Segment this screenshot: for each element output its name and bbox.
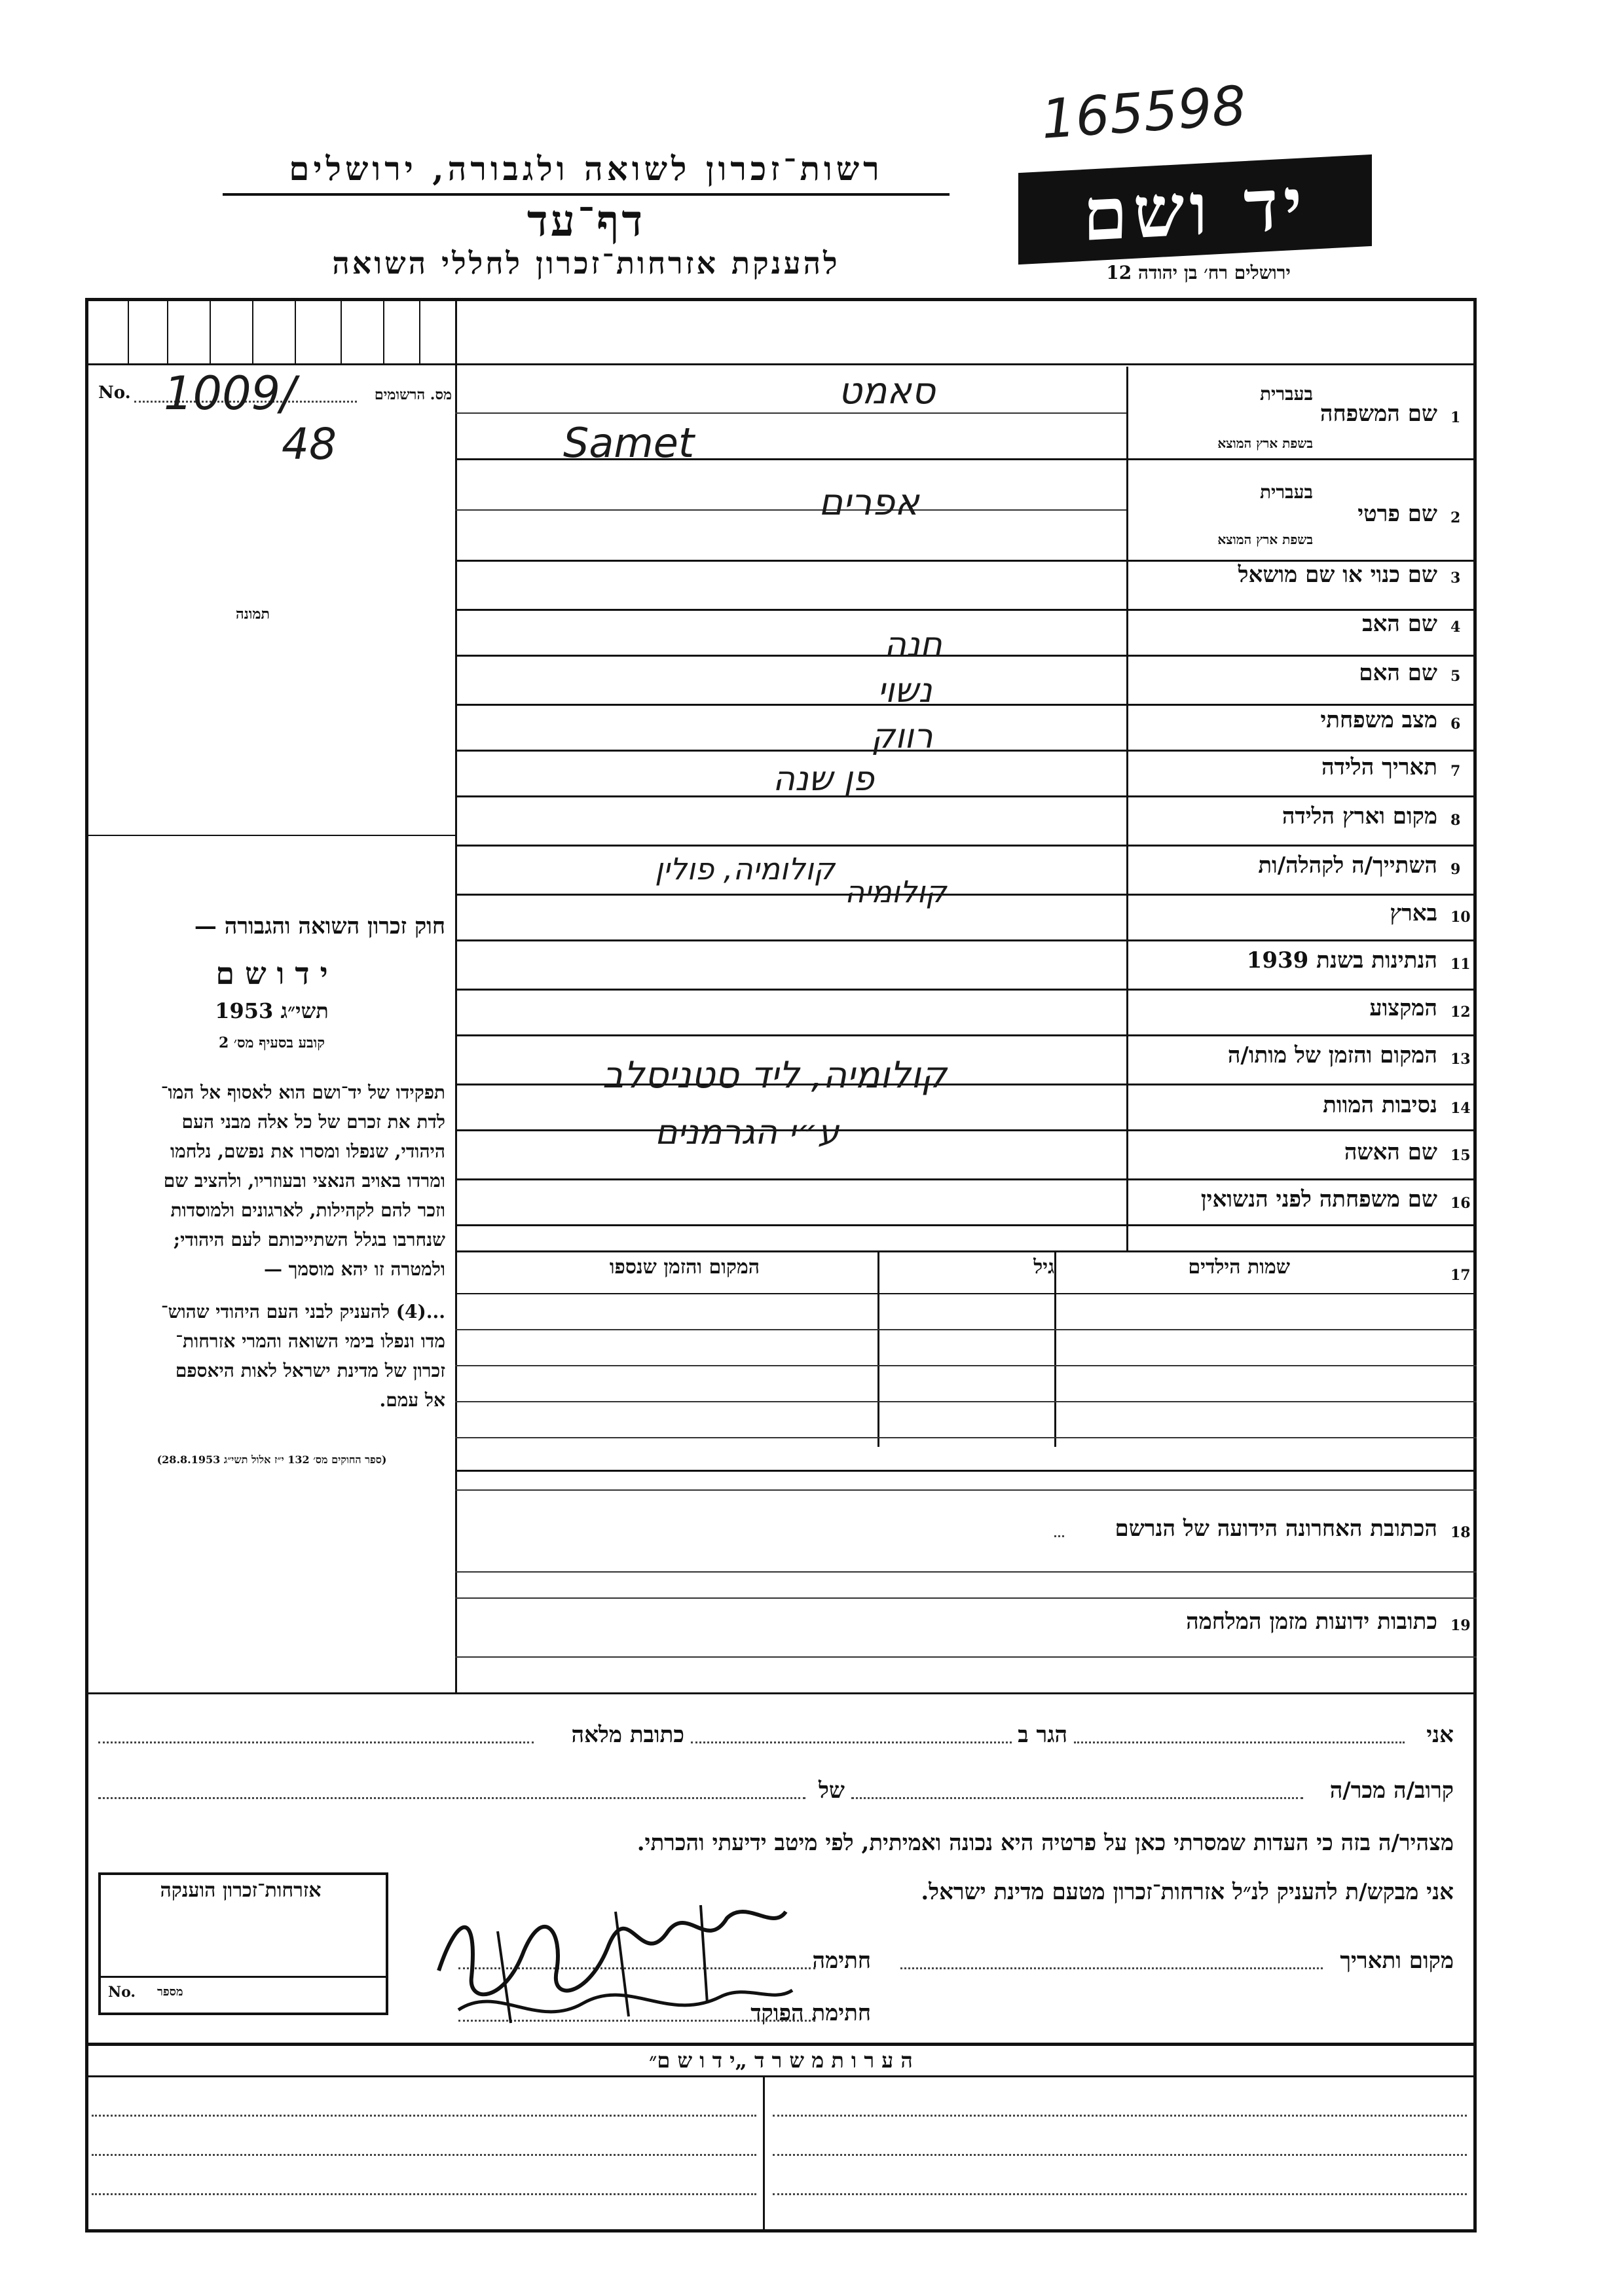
field-value-1-latin: Samet [563, 419, 695, 467]
field-sub-bottom-2: בשפת ארץ המוצא [1217, 532, 1313, 547]
field-label-9: השתייך/ה לקהלה/ות [1258, 852, 1437, 879]
field-label-2: שם פרטי [1357, 501, 1437, 527]
tick-5 [295, 298, 296, 363]
field-num-14: 14 [1450, 1100, 1471, 1117]
notes-line [773, 2115, 1467, 2117]
field-label-19: כתובות ידועות מזמן המלחמה [1186, 1609, 1437, 1635]
children-header-top [455, 1250, 1477, 1252]
field-label-4: שם האב [1362, 611, 1437, 637]
org-line: רשות־זכרון לשואה ולגבורה, ירושלים [289, 149, 883, 188]
row-sep-4 [455, 655, 1477, 657]
field-value-8: פן שנה [773, 759, 874, 799]
law-source: (ספר החוקים מס׳ 132 י״ז אלול תשי״ג 28.8.1953) [157, 1453, 387, 1466]
form-subtitle: להענקת אזרחות־זכרון לחללי השואה [332, 246, 840, 281]
tick-7 [383, 298, 384, 363]
field-label-13: המקום והזמן של מותו/ה [1227, 1042, 1437, 1068]
decl-of: של [819, 1777, 845, 1804]
notes-line [773, 2154, 1467, 2156]
field18-line [455, 1597, 1477, 1599]
field-value-2: אפרים [819, 481, 919, 524]
field-num-19: 19 [1450, 1617, 1471, 1634]
law-line: היהודי, שנפלו ומסרו את נפשם, נלחמו [170, 1140, 445, 1162]
law-line: ומרדו באויב הנאצי ובעוזריו, ולהציב שם [163, 1170, 445, 1192]
children-row-line [455, 1365, 1477, 1366]
field-num-15: 15 [1450, 1147, 1471, 1164]
notes-line [773, 2193, 1467, 2195]
field-num-17: 17 [1450, 1267, 1471, 1284]
frame-right [1473, 298, 1477, 2232]
tick-1 [128, 298, 129, 363]
citizenship-box-no: No. [108, 1984, 136, 2001]
tick-8 [419, 298, 420, 363]
law-line: וזכר להם לקהילות, לארגונים ולמוסדות [170, 1199, 445, 1221]
field18-line [455, 1571, 1477, 1573]
field-label-15: שם האשה [1344, 1139, 1437, 1165]
field-value-7: רווק [871, 717, 933, 756]
notes-header-bottom [85, 2075, 1477, 2077]
frame-bottom [85, 2229, 1477, 2232]
address: ירושלים רח׳ בן יהודה 12 [1106, 262, 1291, 283]
frame-top [85, 298, 1477, 301]
row-sep-7 [455, 795, 1477, 797]
children-col-place: המקום והזמן שנספו [609, 1256, 760, 1279]
row-sep-14 [455, 1129, 1477, 1131]
row-sep-5 [455, 704, 1477, 706]
decl-lives-in: הגר ב [1018, 1722, 1067, 1748]
field-label-16: שם משפחתה לפני הנשואין [1200, 1186, 1437, 1212]
citizenship-box-title: אזרחות־זכרון הוענקה [160, 1879, 322, 1902]
reg-value-top: 1009/ [164, 367, 296, 420]
law-line: שנחרבו בגלל השתייכותם לעם היהודי; [173, 1229, 445, 1250]
decl-relative: קרוב/ה מכר/ה [1329, 1777, 1454, 1804]
law-line: ...(4) להעניק לבני העם היהודי שהוש־ [160, 1301, 445, 1322]
row-sep-9 [455, 894, 1477, 896]
decl-dots-2 [691, 1741, 1012, 1743]
field-num-9: 9 [1450, 861, 1461, 878]
reg-value-bottom: 48 [282, 419, 337, 469]
yad-vashem-logo: יד ושם [1018, 155, 1372, 264]
decl-request: אני מבקש/ת להעניק לנ״ל אזרחות־זכרון מטעם מדינת ישראל. [921, 1879, 1454, 1905]
decl-dots-4 [851, 1797, 1303, 1799]
law-name: י ד ו ש ם [215, 956, 328, 991]
reg-no-label: No. [98, 383, 131, 403]
law-line: תפקידו של יד־ושם הוא לאסוף אל המו־ [160, 1082, 445, 1103]
field-label-11: הנתינות בשנת 1939 [1246, 947, 1437, 974]
field-num-8: 8 [1450, 812, 1461, 829]
row-sep-8 [455, 845, 1477, 847]
tick-3 [210, 298, 211, 363]
notes-line [92, 2193, 756, 2195]
field-sub-top-2: בעברית [1259, 481, 1313, 503]
row-sep-11 [455, 989, 1477, 991]
field-label-7: תאריך הלידה [1321, 754, 1437, 780]
field-num-16: 16 [1450, 1195, 1471, 1212]
field-value-6: נשוי [877, 671, 932, 710]
law-line: זכרון של מדינת ישראל לאות היאספם [175, 1360, 445, 1381]
notes-line [92, 2115, 756, 2117]
tick-2 [167, 298, 168, 363]
field-sub-bottom-1: בשפת ארץ המוצא [1217, 435, 1313, 451]
children-col-names: שמות הילדים [1188, 1256, 1290, 1279]
decl-place-date: מקום ותאריך [1340, 1948, 1454, 1974]
children-header-bottom [455, 1293, 1477, 1294]
field-num-11: 11 [1450, 956, 1471, 973]
row-sep-3 [455, 609, 1477, 611]
field18-dots [1054, 1535, 1064, 1537]
field-label-12: המקצוע [1369, 995, 1437, 1021]
field-label-18: הכתובת האחרונה הידועה של הנרשם [1115, 1516, 1437, 1542]
photo-box-bottom [85, 835, 455, 836]
field-num-12: 12 [1450, 1004, 1471, 1021]
notes-top [85, 2043, 1477, 2046]
field-num-5: 5 [1450, 668, 1461, 685]
handwritten-signature [419, 1872, 812, 2043]
doc-number: 165598 [1039, 75, 1248, 151]
law-title: חוק זכרון השואה והגבורה — [194, 913, 445, 939]
field-label-14: נסיבות המוות [1323, 1092, 1437, 1118]
field-num-18: 18 [1450, 1524, 1471, 1541]
field-label-6: מצב משפחתי [1320, 707, 1437, 733]
field-num-2: 2 [1450, 509, 1461, 526]
field-value-9: קולומיה, פולין [655, 851, 835, 886]
photo-label: תמונה [236, 606, 270, 623]
tick-row-bottom [85, 363, 1477, 365]
decl-dots-6 [900, 1967, 1323, 1969]
row-sep-16 [455, 1224, 1477, 1226]
field-num-10: 10 [1450, 909, 1471, 926]
children-row-line [455, 1329, 1477, 1330]
field-num-1: 1 [1450, 409, 1461, 426]
children-bottom [455, 1470, 1477, 1472]
office-notes-title: ה ע ר ו ת מ ש ר ד „י ד ו ש ם״ [649, 2048, 913, 2073]
children-row-line [455, 1401, 1477, 1402]
children-col-divider-2 [1054, 1250, 1056, 1447]
tick-6 [341, 298, 342, 363]
law-line: לדת את זכרם של כל אלה מבני העם [181, 1111, 445, 1133]
citizenship-box-divider [98, 1976, 386, 1978]
field-num-6: 6 [1450, 716, 1461, 733]
row-line [455, 509, 1126, 511]
field-label-5: שם האם [1359, 660, 1437, 686]
decl-dots-3 [98, 1741, 534, 1743]
decl-full-address: כתובת מלאה [571, 1722, 684, 1748]
field-num-13: 13 [1450, 1051, 1471, 1068]
field-label-8: מקום וארץ הלידה [1282, 803, 1437, 829]
row-sep-12 [455, 1034, 1477, 1036]
decl-officer-signature: חתימת הפוקד [750, 2000, 871, 2026]
row-line [455, 412, 1126, 414]
field18-top-line [455, 1489, 1477, 1491]
field-label-10: בארץ [1390, 900, 1437, 926]
label-column-divider [1126, 367, 1128, 1250]
row-sep-6 [455, 750, 1477, 752]
tick-4 [252, 298, 253, 363]
children-col-divider-1 [877, 1250, 879, 1447]
left-panel-divider [455, 298, 457, 1692]
row-sep-10 [455, 939, 1477, 941]
notes-column-divider [763, 2075, 765, 2232]
decl-signature: חתימה [812, 1948, 871, 1974]
law-year: תשי״ג 1953 [215, 998, 329, 1023]
children-row-line [455, 1437, 1477, 1438]
field-value-14: ע״י הגרמנים [655, 1113, 840, 1152]
law-line: מדו ונפלו בימי השואה והמרי אזרחות־ [175, 1330, 445, 1352]
field-value-1: סאמט [838, 370, 936, 412]
citizenship-box-number-label: מספר [157, 1985, 183, 1999]
field-sub-top-1: בעברית [1259, 383, 1313, 405]
field-label-1: שם המשפחה [1320, 401, 1437, 427]
decl-ani: אני [1426, 1722, 1454, 1748]
section-divider [85, 1692, 1477, 1694]
decl-dots-5 [98, 1797, 805, 1799]
field-value-5: חנה [884, 625, 942, 665]
law-line: אל עמם. [379, 1389, 445, 1411]
form-title: דף־עד [526, 195, 646, 246]
field-num-3: 3 [1450, 570, 1461, 587]
field-num-4: 4 [1450, 619, 1461, 636]
field19-line [455, 1656, 1477, 1658]
row-sep-15 [455, 1178, 1477, 1180]
field-value-10: קולומיה [845, 874, 947, 909]
law-line: ולמטרה זו יהא מוסמך — [263, 1258, 445, 1280]
field-value-13: קולומיה, ליד סטניסלב [602, 1054, 947, 1097]
field-label-3: שם כנוי או שם מושאל [1238, 562, 1437, 588]
children-col-age: גיל [1033, 1256, 1054, 1279]
law-clause: קובע בסעיף מס׳ 2 [218, 1034, 325, 1051]
decl-dots-1 [1074, 1741, 1405, 1743]
frame-left [85, 298, 88, 2232]
decl-statement: מצהיר/ה בזה כי העדות שמסרתי כאן על פרטיה היא נכונה ואמיתית, לפי מיטב ידיעתי והכרתי. [637, 1830, 1454, 1856]
field-num-7: 7 [1450, 763, 1461, 780]
reg-label: מס. הרשומים [374, 386, 452, 403]
notes-line [92, 2154, 756, 2156]
